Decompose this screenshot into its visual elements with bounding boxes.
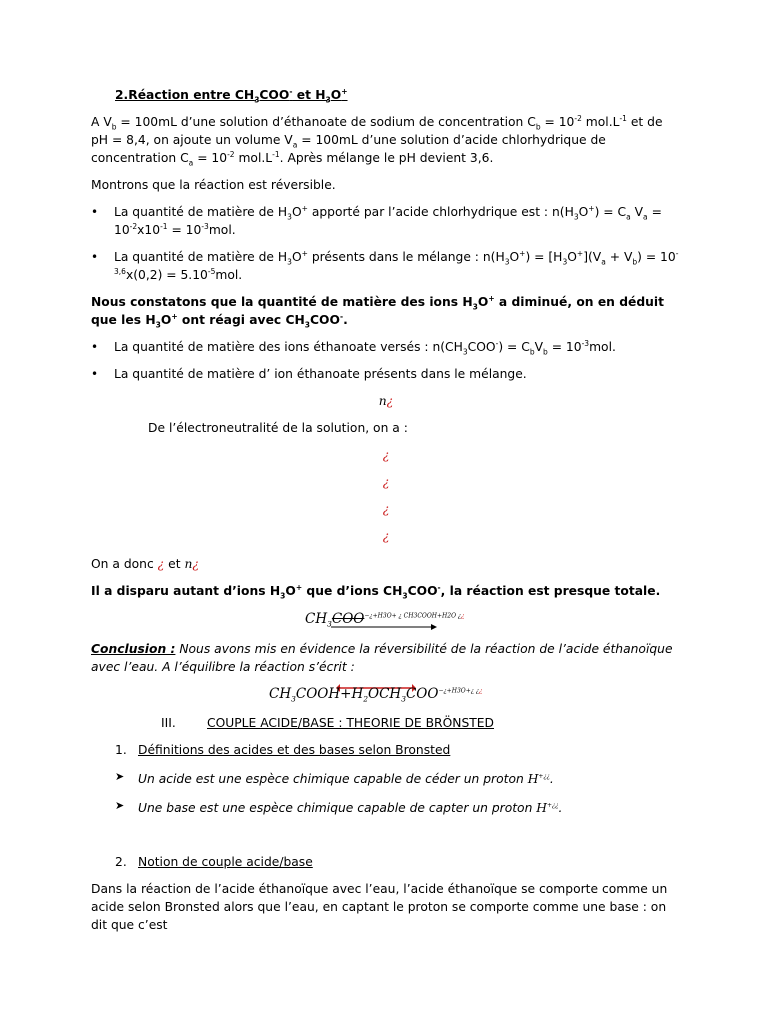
definition-acid: ➤ Un acide est une espèce chimique capable de céder un proton H+¿¿. [115, 770, 554, 787]
formula-mark-4: ¿ [382, 529, 390, 543]
equation-n: n¿ [378, 394, 394, 408]
intro-paragraph: A $V_b = 100mL$ d’une solution d’éthanoate de sodium de concentration $C_b = 10^{-2}$ $mol.L^{-1}$ et de pH = 8,4, on ajoute un volume $V_a = 100mL$ d’une solution d’acide chlorhydrique de concentration $C_a = 10^{-2}$ $mol.L^{-1}$. Après mélange le pH devient 3,6. [91, 113, 663, 168]
reaction-equation: $CH_3COO^{-¿+H3O+ ¿ CH3COOH+H2O ¿¿}$ [91, 607, 681, 633]
subsection-2-heading: 2. Notion de couple acide/base [115, 855, 313, 870]
definition-base: ➤ Une base est une espèce chimique capable de capter un proton H+¿¿. [115, 799, 563, 816]
formula-mark-3: ¿ [382, 502, 390, 516]
constat-paragraph: Nous constatons que la quantité de matière des ions $H_3O^+$ a diminué, on en déduit que les $H_3O^+$ ont réagi avec $CH_3COO^-$. [91, 293, 664, 330]
bullet-item-ethanoate-added: • La quantité de matière des ions éthanoate versés : $n(CH_3COO^-) = C_bV_b = 10^{-3}mol$. [91, 338, 681, 356]
montrons-line: Montrons que la réaction est réversible. [91, 178, 336, 192]
bullet-item-h3o-added: • La quantité de matière de $H_3O^+$ apporté par l’acide chlorhydrique est : $n(H_3O^+) = C_a$ $V_a = 10^{-2}x10^{-1} = 10^{-3}mol$. [91, 203, 681, 239]
arrowhead-bullet-icon: ➤ [115, 770, 125, 783]
electroneutrality-line: De l’électroneutralité de la solution, on a : [148, 421, 408, 435]
equilibrium-equation: $CH_3COOH+H_2OCH_3COO^{-¿+H3O+¿ ¿¿}$ [91, 682, 681, 708]
formula-mark-1: ¿ [382, 448, 390, 462]
couple-paragraph: Dans la réaction de l’acide éthanoïque avec l’eau, l’acide éthanoïque se comporte comme un acide selon Bronsted alors que l’eau, en captant le proton se comporte comme une base : on dit que c’est [91, 882, 668, 933]
section-title: 2.Réaction entre $CH_3COO^-$ et $H_3O^+$ [115, 86, 348, 105]
conclusion-paragraph: Conclusion : Nous avons mis en évidence la réversibilité de la réaction de l’acide éthanoïque avec l’eau. A l’équilibre la réaction s’écrit : [91, 642, 673, 674]
part-3-heading: III. COUPLE ACIDE/BASE : THEORIE DE BRÖNSTED [161, 716, 495, 730]
subsection-1-heading: 1. Définitions des acides et des bases selon Bronsted [115, 743, 451, 757]
bullet-item-ethanoate-mixture: • La quantité de matière d’ ion éthanoate présents dans le mélange. [91, 365, 681, 383]
bullet-item-h3o-mixture: • La quantité de matière de $H_3O^+$ présents dans le mélange : $n(H_3O^+) = [H_3O^+](V_a + V_b) = 10^{-3,6}x(0,2) = 5.10^{-5}mol$. [91, 248, 681, 284]
arrowhead-bullet-icon: ➤ [115, 799, 125, 813]
formula-mark-2: ¿ [382, 475, 390, 489]
on-a-donc-line: On a donc ¿ et n¿ [91, 557, 199, 571]
disparu-paragraph: Il a disparu autant d’ions $H_3O^+$ que d’ions $CH_3COO^-$, la réaction est presque totale. [91, 582, 661, 601]
document-page [91, 86, 681, 934]
reaction-arrow-icon [331, 622, 441, 632]
